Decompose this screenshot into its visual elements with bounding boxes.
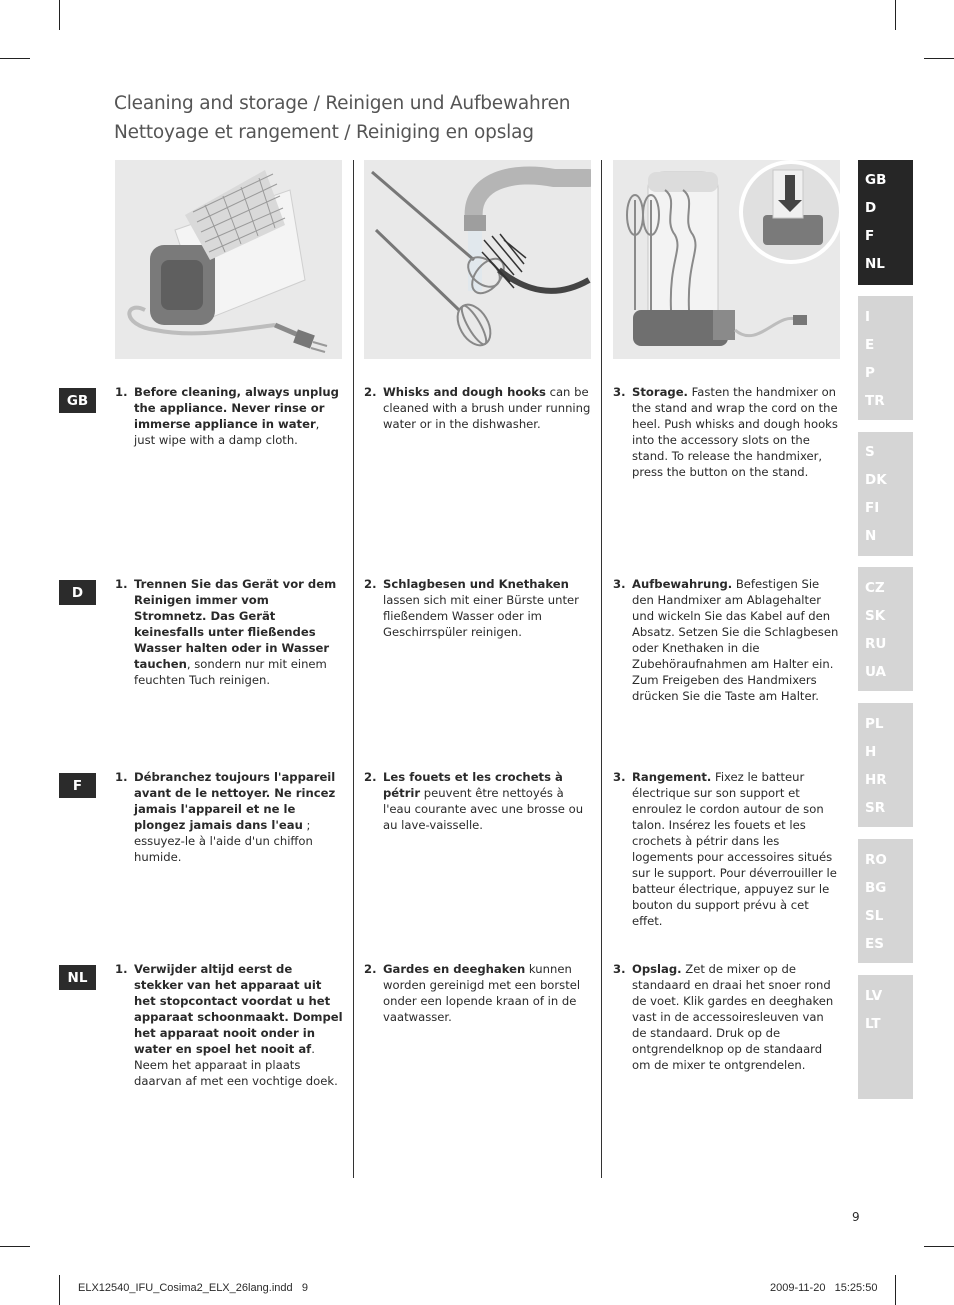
crop-mark xyxy=(895,0,896,30)
step-number: 2. xyxy=(364,385,377,399)
language-tab-code[interactable]: RU xyxy=(865,636,887,652)
step-number: 1. xyxy=(115,770,128,784)
step-bold-text: Les fouets et les crochets à pétrir xyxy=(383,770,563,800)
column-divider xyxy=(601,160,602,1178)
language-tab-code[interactable]: BG xyxy=(865,880,887,896)
mixer-wipe-illustration xyxy=(115,160,342,359)
language-tab-code[interactable]: ES xyxy=(865,936,884,952)
step-number: 1. xyxy=(115,962,128,976)
step-body-text: ; essuyez-le à l'aide d'un chiffon humide. xyxy=(134,818,313,864)
step-number: 3. xyxy=(613,577,626,591)
step-text xyxy=(134,576,343,688)
crop-mark xyxy=(0,1246,30,1247)
step-number: 2. xyxy=(364,577,377,591)
step-bold-text: Rangement. xyxy=(632,770,712,784)
language-tab-group-5[interactable] xyxy=(858,703,913,827)
crop-mark xyxy=(924,58,954,59)
language-tab-code[interactable]: LV xyxy=(865,988,883,1004)
step-body-text: peuvent être nettoyés à l'eau courante avec une brosse ou au lave-vaisselle. xyxy=(383,786,584,832)
step-text xyxy=(632,384,841,480)
mixer-on-stand-icon xyxy=(613,160,840,359)
page-number: 9 xyxy=(852,1210,860,1224)
crop-mark xyxy=(0,58,30,59)
mixer-stand-illustration xyxy=(613,160,840,359)
footer-timestamp: 2009-11-20 15:25:50 xyxy=(770,1282,878,1294)
language-tab-code[interactable]: SK xyxy=(865,608,886,624)
language-tab-code[interactable]: SR xyxy=(865,800,886,816)
step-text xyxy=(134,384,343,448)
step-body-text: Befestigen Sie den Handmixer am Ablagehalter und wickeln Sie das Kabel auf den Absatz. Setzen Sie die Schlagbesen oder Knethaken in die Zubehöraufnahmen am Halter ein. Zum Freigeben des Handmixers drücken Sie die Taste am Halter. xyxy=(632,577,839,703)
step-body-text: . Neem het apparaat in plaats daarvan af met een vochtige doek. xyxy=(134,1042,338,1088)
language-tab-group-4[interactable] xyxy=(858,567,913,691)
language-badge-f: F xyxy=(59,773,96,798)
language-tab-group-3[interactable] xyxy=(858,432,913,556)
step-body-text: Fixez le batteur électrique sur son support et enroulez le cordon autour de son talon. Insérez les fouets et les crochets à pétrir dans les logements pour accessoires situés sur le support. Pour déverrouiller le batteur électrique, appuyez sur le bouton du support prévu à cet effet. xyxy=(632,770,837,928)
step-number: 1. xyxy=(115,385,128,399)
step-text xyxy=(383,961,592,1025)
language-tab-code[interactable]: CZ xyxy=(865,580,885,596)
step-text xyxy=(383,576,592,640)
step-number: 3. xyxy=(613,385,626,399)
language-tab-code[interactable]: UA xyxy=(865,664,886,680)
language-tab-code[interactable]: SL xyxy=(865,908,884,924)
language-tab-group-2[interactable] xyxy=(858,296,913,420)
step-bold-text: Before cleaning, always unplug the appliance. Never rinse or immerse appliance in water xyxy=(134,385,339,431)
crop-mark xyxy=(924,1246,954,1247)
step-text xyxy=(134,961,343,1089)
language-tab-group-7[interactable] xyxy=(858,975,913,1099)
step-bold-text: Débranchez toujours l'appareil avant de le nettoyer. Ne rincez jamais l'appareil et ne le plongez jamais dans l'eau xyxy=(134,770,336,832)
language-tab-code[interactable]: HR xyxy=(865,772,887,788)
step-number: 2. xyxy=(364,770,377,784)
whisk-rinse-illustration xyxy=(364,160,591,359)
step-number: 3. xyxy=(613,770,626,784)
step-bold-text: Aufbewahrung. xyxy=(632,577,733,591)
step-body-text: kunnen worden gereinigd met een borstel onder een lopende kraan of in de vaatwasser. xyxy=(383,962,581,1024)
language-tab-code[interactable]: LT xyxy=(865,1016,881,1032)
language-badge-nl: NL xyxy=(59,965,96,990)
language-tab-code[interactable]: E xyxy=(865,337,875,353)
step-body-text: , just wipe with a damp cloth. xyxy=(134,417,320,447)
step-body-text: , sondern nur mit einem feuchten Tuch reinigen. xyxy=(134,657,327,687)
language-tab-group-6[interactable] xyxy=(858,839,913,963)
column-divider xyxy=(353,160,354,1178)
language-tab-group-1[interactable] xyxy=(858,160,913,285)
step-number: 3. xyxy=(613,962,626,976)
language-tab-code[interactable]: PL xyxy=(865,716,884,732)
crop-mark xyxy=(59,0,60,30)
step-number: 1. xyxy=(115,577,128,591)
language-badge-gb: GB xyxy=(59,388,96,413)
step-text xyxy=(632,769,841,929)
language-tab-code[interactable]: D xyxy=(865,200,877,216)
language-tab-code[interactable]: N xyxy=(865,528,877,544)
language-tab-code[interactable]: TR xyxy=(865,393,885,409)
step-text xyxy=(383,384,592,432)
whisks-under-tap-icon xyxy=(364,160,591,359)
step-text xyxy=(383,769,592,833)
language-tab-code[interactable]: GB xyxy=(865,172,887,188)
step-bold-text: Storage. xyxy=(632,385,688,399)
section-title-line-1: Cleaning and storage / Reinigen und Aufbewahren xyxy=(114,93,571,114)
language-tab-code[interactable]: F xyxy=(865,228,875,244)
step-bold-text: Opslag. xyxy=(632,962,682,976)
step-bold-text: Schlagbesen und Knethaken xyxy=(383,577,569,591)
step-text xyxy=(134,769,343,865)
step-bold-text: Trennen Sie das Gerät vor dem Reinigen immer vom Stromnetz. Das Gerät keinesfalls unter fließendes Wasser halten oder in Wasser tauchen xyxy=(134,577,337,671)
language-tab-code[interactable]: S xyxy=(865,444,875,460)
step-text xyxy=(632,961,841,1073)
language-tab-code[interactable]: P xyxy=(865,365,875,381)
step-text xyxy=(632,576,841,704)
step-bold-text: Whisks and dough hooks xyxy=(383,385,546,399)
step-bold-text: Gardes en deeghaken xyxy=(383,962,526,976)
language-tab-code[interactable]: RO xyxy=(865,852,887,868)
language-tab-code[interactable]: NL xyxy=(865,256,885,272)
mixer-with-cloth-icon xyxy=(115,160,342,359)
language-tab-code[interactable]: FI xyxy=(865,500,880,516)
crop-mark xyxy=(895,1275,896,1305)
step-body-text: lassen sich mit einer Bürste unter fließendem Wasser oder im Geschirrspüler reinigen. xyxy=(383,593,579,639)
language-tab-code[interactable]: H xyxy=(865,744,877,760)
language-tab-code[interactable]: I xyxy=(865,309,871,325)
step-body-text: can be cleaned with a brush under running water or in the dishwasher. xyxy=(383,385,591,431)
language-tab-code[interactable]: DK xyxy=(865,472,887,488)
step-body-text: Zet de mixer op de standaard en draai het snoer rond de voet. Klik gardes en deeghaken vast in de accessoiresleuven van de standaard. Druk op de ontgrendelknop op de standaard om de mixer te ontgrendelen. xyxy=(632,962,834,1072)
step-bold-text: Verwijder altijd eerst de stekker van het apparaat uit het stopcontact voordat u het apparaat schoonmaakt. Dompel het apparaat nooit onder in water en spoel het nooit af xyxy=(134,962,343,1056)
crop-mark xyxy=(59,1275,60,1305)
footer-file-info: ELX12540_IFU_Cosima2_ELX_26lang.indd 9 xyxy=(78,1282,308,1294)
language-badge-d: D xyxy=(59,580,96,605)
step-body-text: Fasten the handmixer on the stand and wrap the cord on the heel. Push whisks and dough hooks into the accessory slots on the stand. To release the handmixer, press the button on the stand. xyxy=(632,385,838,479)
step-number: 2. xyxy=(364,962,377,976)
section-title-line-2: Nettoyage et rangement / Reiniging en opslag xyxy=(114,122,534,143)
